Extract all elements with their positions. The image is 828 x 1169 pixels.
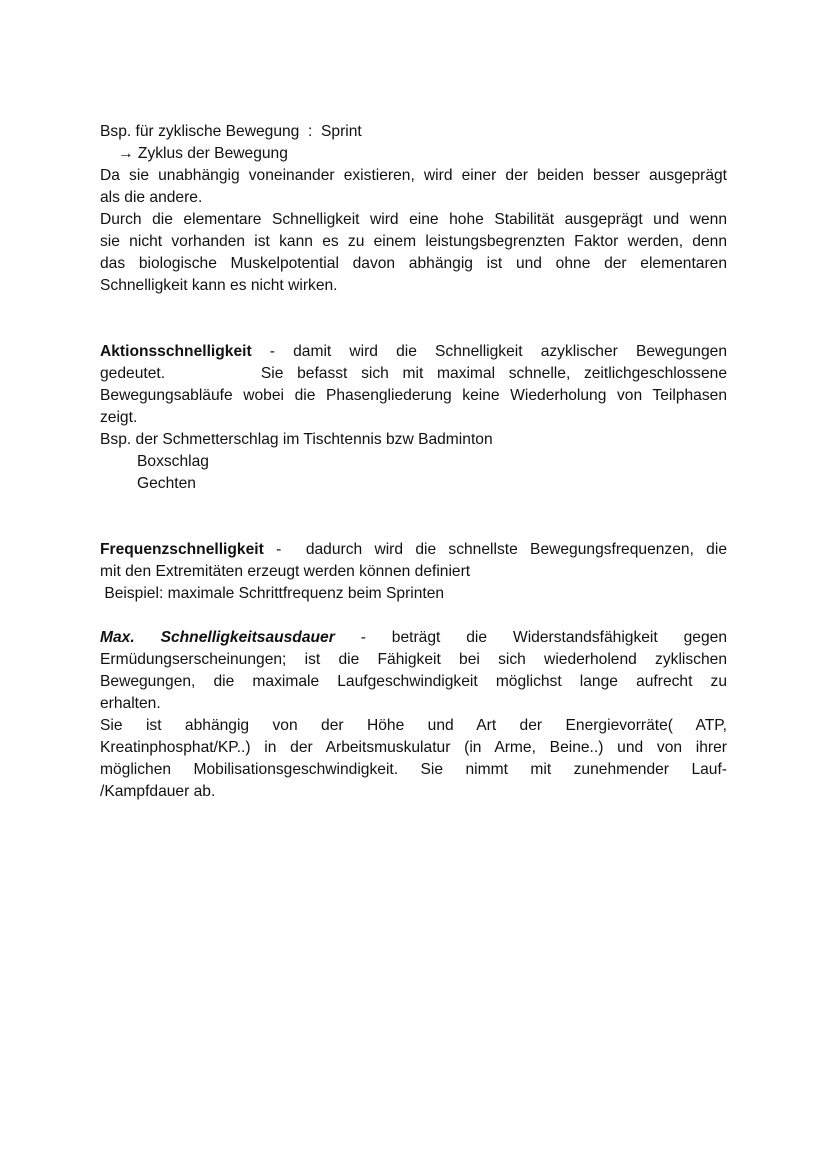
schnelligkeitsausdauer-section bbox=[100, 627, 727, 803]
ausdauer-paragraph bbox=[100, 627, 727, 715]
intro-paragraph-2 bbox=[100, 209, 727, 297]
text-line: Schnelligkeit kann es nicht wirken. bbox=[100, 277, 338, 294]
text-line: als die andere. bbox=[100, 189, 203, 206]
aktion-example: Bsp. der Schmetterschlag im Tischtennis bzw Badminton bbox=[100, 431, 493, 448]
text-line: Bewegungen, die maximale Laufgeschwindigkeit möglichst lange aufrecht zu bbox=[100, 673, 727, 690]
text-line: Da sie unabhängig voneinander existieren, wird einer der beiden besser ausgeprägt bbox=[100, 167, 727, 184]
aktionsschnelligkeit-section bbox=[100, 341, 727, 495]
section-gap bbox=[100, 495, 727, 539]
text-line: /Kampfdauer ab. bbox=[100, 783, 216, 800]
term-heading: Frequenzschnelligkeit bbox=[100, 541, 264, 558]
text-line bbox=[100, 627, 727, 649]
frequenz-example: Beispiel: maximale Schrittfrequenz beim Sprinten bbox=[100, 585, 445, 602]
text-line: Bewegungsabläufe wobei die Phasengliederung keine Wiederholung von Teilphasen bbox=[100, 387, 727, 404]
frequenzschnelligkeit-section bbox=[100, 539, 727, 605]
intro-paragraph-1 bbox=[100, 165, 727, 209]
text-line bbox=[100, 539, 727, 561]
aktion-paragraph bbox=[100, 341, 727, 429]
section-gap bbox=[100, 297, 727, 341]
text-line: erhalten. bbox=[100, 695, 161, 712]
text-line: Sie ist abhängig von der Höhe und Art der Energievorräte( ATP, bbox=[100, 717, 727, 734]
intro-section bbox=[100, 121, 727, 297]
term-definition: - dadurch wird die schnellste Bewegungsfrequenzen, die bbox=[263, 541, 727, 558]
text-line: Durch die elementare Schnelligkeit wird eine hohe Stabilität ausgeprägt und wenn bbox=[100, 211, 727, 228]
text-line: das biologische Muskelpotential davon abhängig ist und ohne der elementaren bbox=[100, 255, 727, 272]
text-line: zeigt. bbox=[100, 409, 138, 426]
text-line: möglichen Mobilisationsgeschwindigkeit. Sie nimmt mit zunehmender Lauf- bbox=[100, 761, 727, 778]
text-line: sie nicht vorhanden ist kann es zu einem leistungsbegrenzten Faktor werden, denn bbox=[100, 233, 727, 250]
term-heading: Max. Schnelligkeitsausdauer bbox=[100, 629, 335, 646]
section-gap bbox=[100, 605, 727, 627]
frequenz-paragraph bbox=[100, 539, 727, 583]
ausdauer-paragraph-2 bbox=[100, 715, 727, 803]
document-page bbox=[100, 121, 727, 803]
intro-line-2: → Zyklus der Bewegung bbox=[118, 145, 288, 162]
aktion-sub-example: Boxschlag bbox=[137, 453, 209, 470]
text-line: gedeutet. Sie befasst sich mit maximal schnelle, zeitlichgeschlossene bbox=[100, 365, 727, 382]
term-heading: Aktionsschnelligkeit bbox=[100, 343, 252, 360]
text-line bbox=[100, 341, 727, 363]
aktion-sub-example: Gechten bbox=[137, 475, 196, 492]
text-line: Kreatinphosphat/KP..) in der Arbeitsmuskulatur (in Arme, Beine..) und von ihrer bbox=[100, 739, 727, 756]
text-line: Ermüdungserscheinungen; ist die Fähigkeit bei sich wiederholend zyklischen bbox=[100, 651, 727, 668]
term-definition: - damit wird die Schnelligkeit azyklischer Bewegungen bbox=[251, 343, 727, 360]
text-line: mit den Extremitäten erzeugt werden können definiert bbox=[100, 563, 471, 580]
intro-line-1: Bsp. für zyklische Bewegung : Sprint bbox=[100, 123, 362, 140]
term-definition: - beträgt die Widerstandsfähigkeit gegen bbox=[334, 629, 727, 646]
